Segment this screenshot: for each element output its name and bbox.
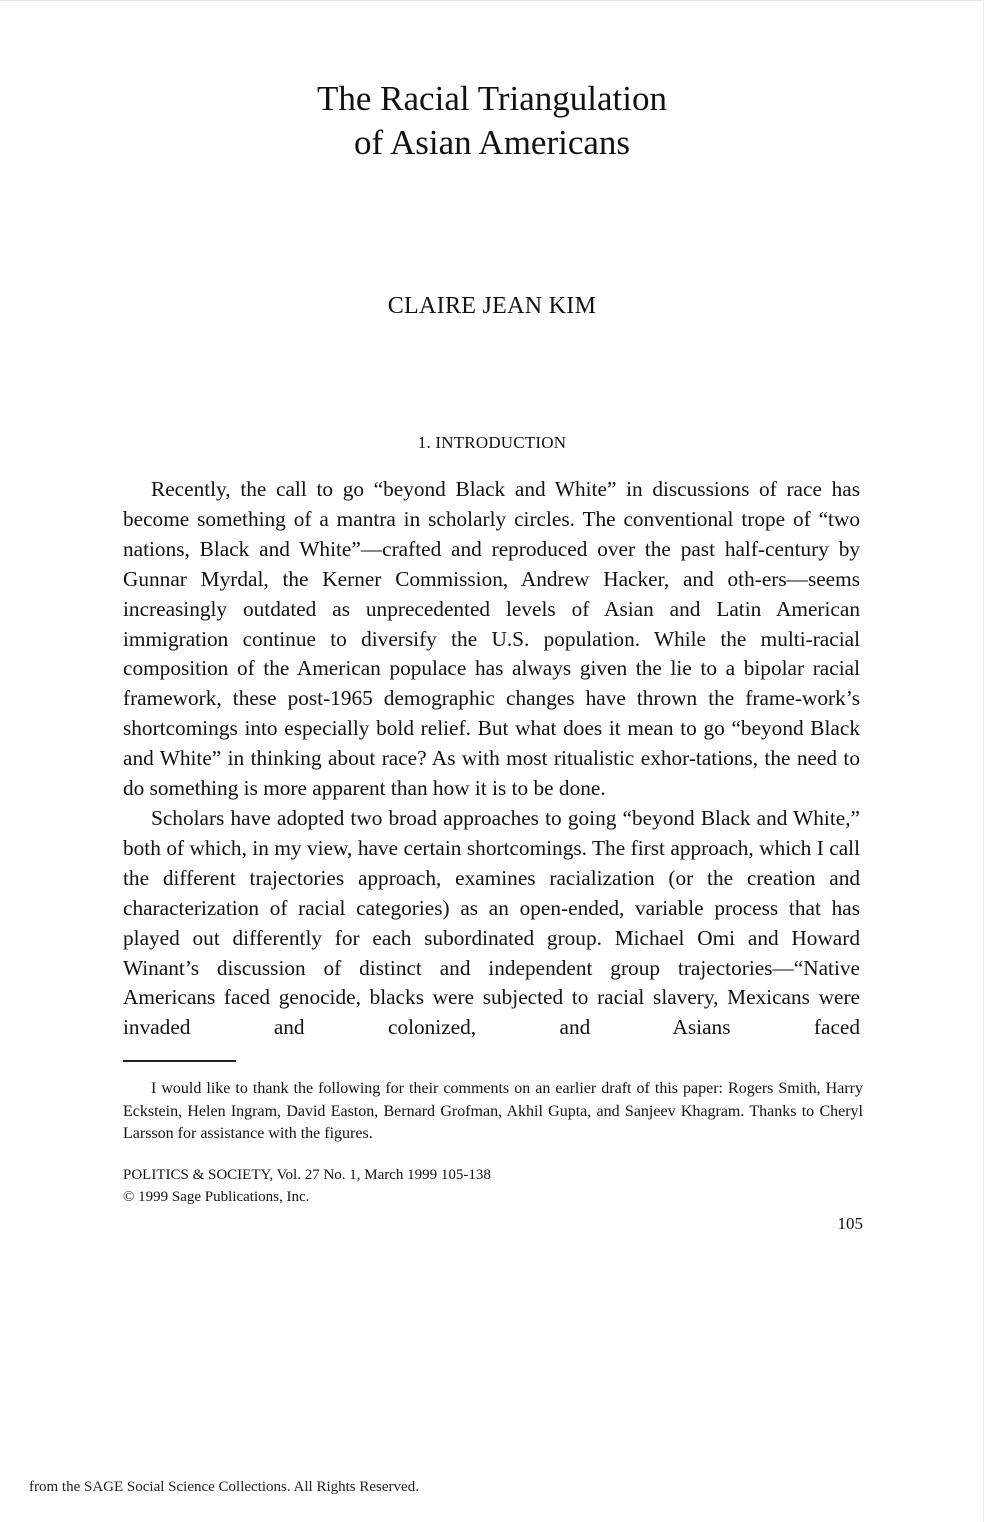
article-title (0, 77, 984, 165)
page-number: 105 (837, 1214, 863, 1233)
body-paragraph-2: Scholars have adopted two broad approaches to going “beyond Black and White,” both of which, in my view, have certain shortcomings. The first approach, which I call the different trajectories approach, examines racialization (or the creation and characterization of racial categories) as an open-ended, variable process that has played out differently for each subordinated group. Michael Omi and Howard Winant’s discussion of distinct and independent group trajectories—“Native Americans faced genocide, blacks were subjected to racial slavery, Mexicans were invaded and colonized, and Asians faced (123, 805, 860, 1040)
journal-citation-line: POLITICS & SOCIETY, Vol. 27 No. 1, March 1999 105-138 (123, 1167, 491, 1183)
article-body (123, 475, 860, 1043)
article-title-line-1: The Racial Triangulation (317, 79, 667, 118)
footnote-divider (123, 1060, 236, 1062)
collection-notice-footer: from the SAGE Social Science Collections. All Rights Reserved. (29, 1479, 419, 1495)
journal-citation (123, 1164, 723, 1208)
body-paragraph-1: Recently, the call to go “beyond Black and White” in discussions of race has become something of a mantra in scholarly circles. The conventional trope of “two nations, Black and White”—crafted and reproduced over the past half-century by Gunnar Myrdal, the Kerner Commission, Andrew Hacker, and oth-ers—seems increasingly outdated as unprecedented levels of Asian and Latin American immigration continue to diversify the U.S. population. While the multi-racial composition of the American populace has always given the lie to a bipolar racial framework, these post-1965 demographic changes have thrown the frame-work’s shortcomings into especially bold relief. But what does it mean to go “beyond Black and White” in thinking about race? As with most ritualistic exhor-tations, the need to do something is more apparent than how it is to be done. (123, 477, 860, 801)
author-name: CLAIRE JEAN KIM (387, 293, 597, 319)
acknowledgment-footnote: I would like to thank the following for their comments on an earlier draft of this paper: Rogers Smith, Harry Eckstein, Helen Ingram, David Easton, Bernard Grofman, Akhil Gupta, and Sanjeev Khagram. Thanks to Cheryl Larsson for assistance with the figures. (123, 1080, 863, 1142)
copyright-line: © 1999 Sage Publications, Inc. (123, 1189, 310, 1205)
article-title-line-2: of Asian Americans (353, 123, 631, 162)
section-heading: 1. INTRODUCTION (417, 433, 567, 452)
